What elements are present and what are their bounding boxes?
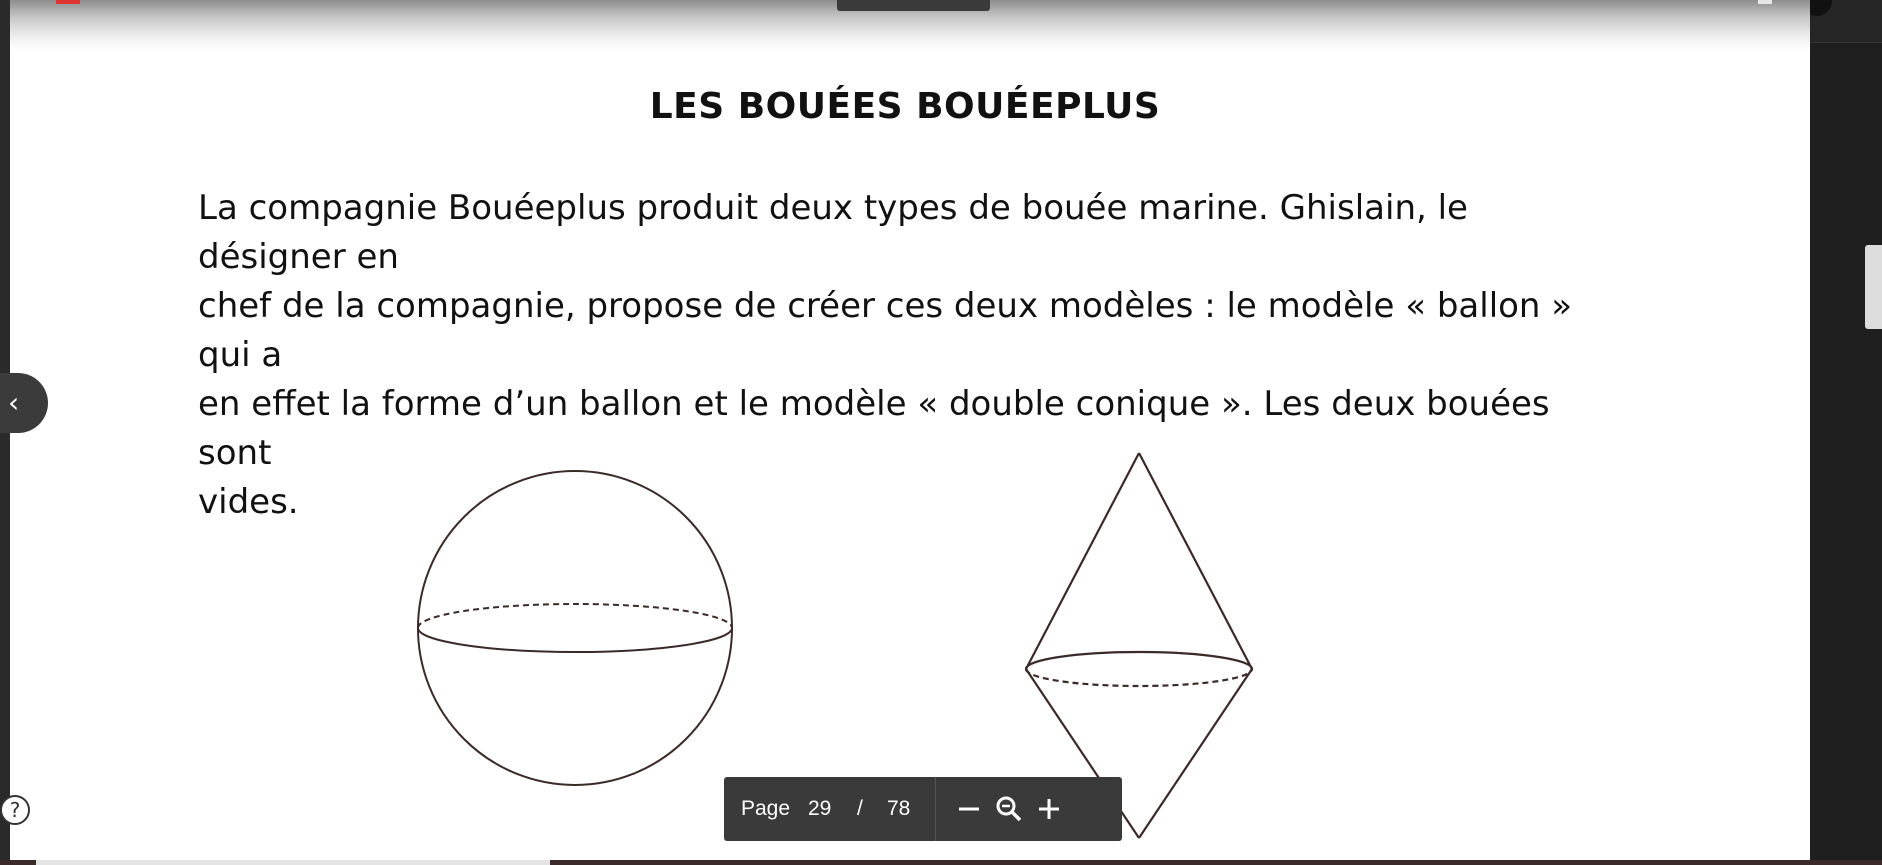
paragraph-line: en effet la forme d’un ballon et le modèle « double conique ». Les deux bouées sont [198,384,1550,473]
page-toolbar [724,777,1122,841]
total-pages: 78 [887,797,911,820]
paragraph-line: vides. [198,482,299,522]
zoom-icon [989,789,1029,829]
help-button[interactable] [0,795,30,825]
viewer-right-gutter [1810,0,1882,865]
page-title: LES BOUÉES BOUÉEPLUS [649,86,1161,127]
next-page-edge-light [36,860,550,865]
page-label: Page [741,797,791,820]
zoom-out-button[interactable] [949,789,989,829]
pdf-page [10,0,1810,860]
plus-icon [1029,789,1069,829]
zoom-in-button[interactable] [1029,789,1069,829]
paragraph-line: La compagnie Bouéeplus produit deux types de bouée marine. Ghislain, le désigner en [198,188,1468,277]
chevron-left-icon: ‹ [8,386,20,419]
scrollbar-thumb[interactable] [1865,245,1882,329]
zoom-reset-button[interactable] [989,789,1029,829]
current-page-input[interactable]: 29 [808,797,832,820]
page-separator: / [857,797,863,820]
toolbar-divider [935,777,936,841]
buoy-figures [10,0,1810,860]
minus-icon [949,789,989,829]
help-icon: ? [9,798,21,822]
paragraph-line: chef de la compagnie, propose de créer ces deux modèles : le modèle « ballon » qui a [198,286,1573,375]
sphere-buoy-figure [418,471,732,785]
